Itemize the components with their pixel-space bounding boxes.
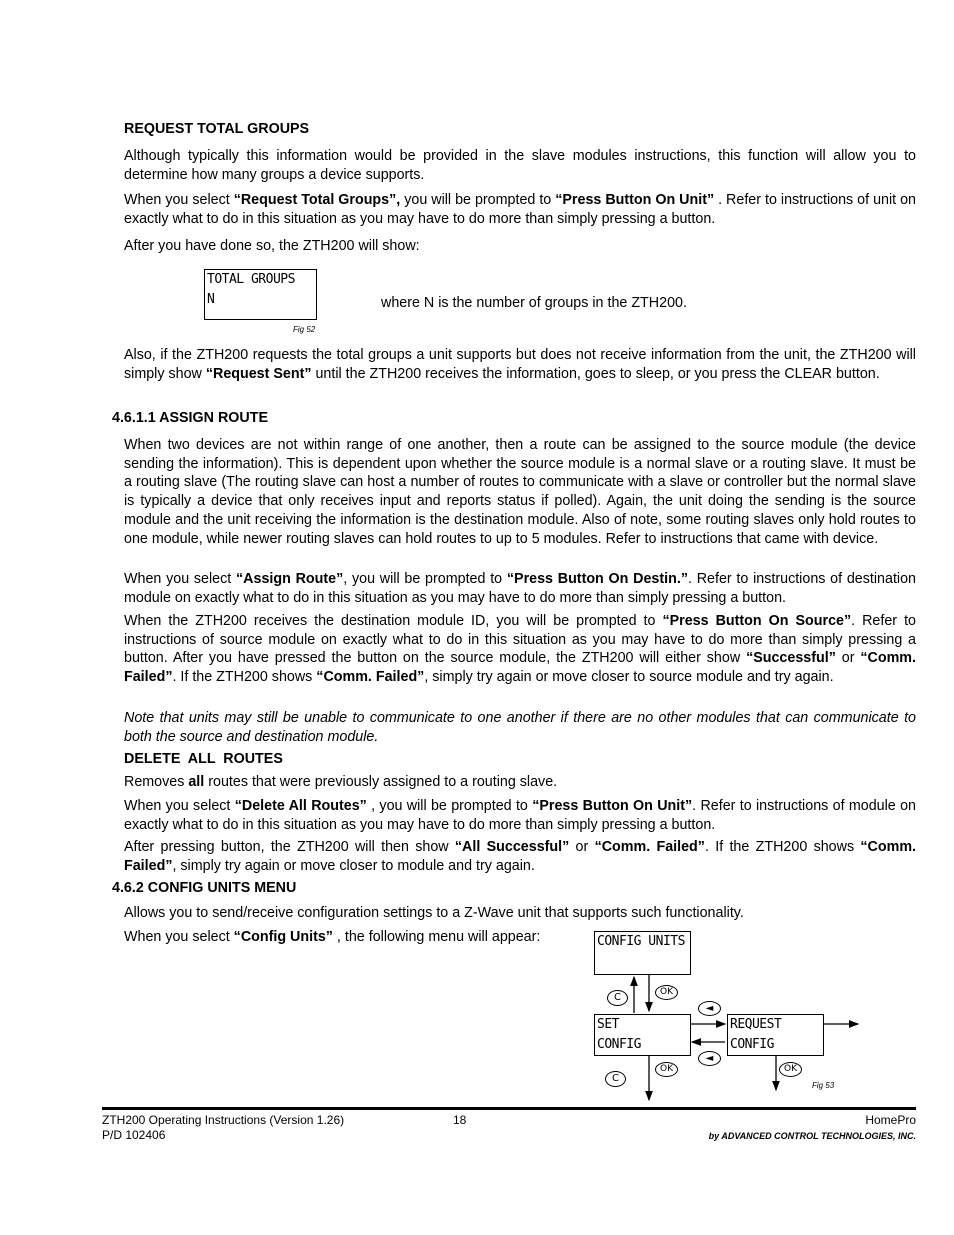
heading-assign-route: 4.6.1.1 ASSIGN ROUTE xyxy=(112,410,268,426)
lcd-line-1: TOTAL GROUPS xyxy=(207,272,295,287)
lcd-config-units: CONFIG UNITS xyxy=(594,931,691,975)
back-button-icon: ◄ xyxy=(698,1001,721,1016)
ok-button-icon-3: OK xyxy=(779,1062,802,1077)
lcd-set-line-1: SET xyxy=(597,1017,619,1032)
lcd-request-config xyxy=(727,1014,824,1056)
footer-brand: HomePro xyxy=(865,1113,916,1127)
clear-button-icon: C xyxy=(607,990,628,1006)
lcd-line-2: N xyxy=(207,292,215,307)
heading-config-units-menu: 4.6.2 CONFIG UNITS MENU xyxy=(112,880,297,896)
fig-53-label: Fig 53 xyxy=(812,1081,835,1090)
ok-button-icon: OK xyxy=(655,985,678,1000)
clear-button-icon-2: C xyxy=(605,1071,626,1087)
config-para-2: When you select “Config Units” , the following menu will appear: xyxy=(124,929,541,945)
assign-para-2: When you select “Assign Route”, you will be prompted to “Press Button On Destin.”. Refer to instructions of destination module on exactly what to do in this situation as you may have to do more than simply pressing a button. xyxy=(124,571,917,606)
assign-para-1: When two devices are not within range of one another, then a route can be assigned to the source module (the device sending the information). This is dependent upon whether the source module is a normal slave or a routing slave. It must be a routing slave (The routing slave can host a number of routes to communicate with a slave or controller but the normal slave is typically a device that only receives input and reports status if polled). Again, the unit doing the sending is the source module and the unit receiving the information is the destination module. Also of note, some routing slaves only hold routes to one module, while newer routing slaves can hold routes to up to 5 modules. Refer to instructions that came with device. xyxy=(124,437,916,547)
lcd-request-line-1: REQUEST xyxy=(730,1017,782,1032)
request-para-1: Although typically this information would be provided in the slave modules instructions, this function will allow you to determine how many groups a device supports. xyxy=(124,148,916,183)
lcd-set-config xyxy=(594,1014,691,1056)
footer-part-number: P/D 102406 xyxy=(102,1128,166,1142)
delete-para-2: When you select “Delete All Routes” , you will be prompted to “Press Button On Unit”. Refer to instructions of module on exactly what to do in this situation as you may have to do more than simply pressing a button. xyxy=(124,798,916,833)
request-para-3: After you have done so, the ZTH200 will show: xyxy=(124,238,420,254)
back-button-icon-2: ◄ xyxy=(698,1051,721,1066)
footer-rule xyxy=(102,1107,916,1110)
config-para-1: Allows you to send/receive configuration settings to a Z-Wave unit that supports such functionality. xyxy=(124,905,744,921)
delete-para-3: After pressing button, the ZTH200 will then show “All Successful” or “Comm. Failed”. If the ZTH200 shows “Comm. Failed”, simply try again or move closer to module and try again. xyxy=(124,839,917,874)
request-para-2: When you select “Request Total Groups”, you will be prompted to “Press Button On Unit” . Refer to instructions of unit on exactly what to do in this situation as you may have to do more than simply pressing a button. xyxy=(124,192,917,227)
lcd-set-line-2: CONFIG xyxy=(597,1037,641,1052)
delete-para-1: Removes all routes that were previously assigned to a routing slave. xyxy=(124,774,558,790)
assign-para-3: When the ZTH200 receives the destination module ID, you will be prompted to “Press Button On Source”. Refer to instructions of source module on exactly what to do in this situation as you may have to do more than simply pressing a button. After you have pressed the button on the source module, the ZTH200 will either show “Successful” or “Comm. Failed”. If the ZTH200 shows “Comm. Failed”, simply try again or move closer to source module and try again. xyxy=(124,613,916,686)
lcd-request-line-2: CONFIG xyxy=(730,1037,774,1052)
assign-note: Note that units may still be unable to communicate to one another if there are no other modules that can communicate to both the source and destination module. xyxy=(124,710,916,745)
footer-company: by ADVANCED CONTROL TECHNOLOGIES, INC. xyxy=(708,1131,916,1141)
lcd-total-groups xyxy=(204,269,317,320)
footer-doc-title: ZTH200 Operating Instructions (Version 1.26) xyxy=(102,1113,345,1127)
heading-delete-all-routes: DELETE ALL ROUTES xyxy=(124,751,283,767)
ok-button-icon-2: OK xyxy=(655,1062,678,1077)
lcd-caption: where N is the number of groups in the ZTH200. xyxy=(381,295,687,311)
heading-request-total-groups: REQUEST TOTAL GROUPS xyxy=(124,121,310,137)
fig-52-label: Fig 52 xyxy=(293,325,316,334)
request-para-4: Also, if the ZTH200 requests the total groups a unit supports but does not receive information from the unit, the ZTH200 will simply show “Request Sent” until the ZTH200 receives the information, goes to sleep, or you press the CLEAR button. xyxy=(124,347,916,382)
footer-page-number: 18 xyxy=(453,1113,467,1127)
